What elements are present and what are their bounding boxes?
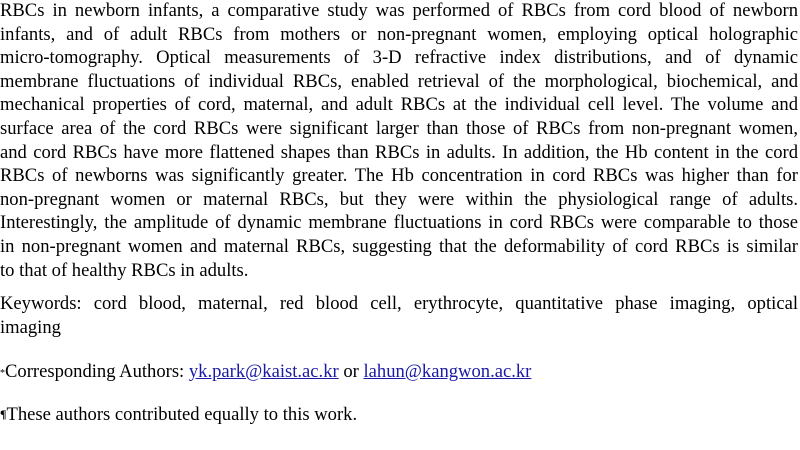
abstract-line: RBCs in newborn infants, a comparative study was performed of RBCs from cord blood of newborn bbox=[0, 0, 798, 21]
equal-contribution-note bbox=[0, 403, 798, 427]
abstract-line: micro-tomography. Optical measurements of 3-D refractive index distributions, and of dynamic bbox=[0, 47, 798, 69]
corresponding-label: Corresponding Authors: bbox=[5, 361, 189, 382]
abstract-line: and cord RBCs have more flattened shapes than RBCs in adults. In addition, the Hb content in the cord bbox=[0, 141, 798, 163]
pilcrow-marker: ¶ bbox=[0, 407, 7, 421]
keywords-line: Keywords: cord blood, maternal, red blood cell, erythrocyte, quantitative phase imaging, optical bbox=[0, 293, 798, 314]
abstract-line: Interestingly, the amplitude of dynamic membrane fluctuations in cord RBCs were comparable to those bbox=[0, 212, 798, 234]
abstract-line: to that of healthy RBCs in adults. bbox=[0, 259, 249, 281]
abstract-line: infants, and of adult RBCs from mothers or non-pregnant women, employing optical holographic bbox=[0, 23, 798, 45]
abstract-line: RBCs of newborns was significantly greater. The Hb concentration in cord RBCs was higher than for bbox=[0, 165, 798, 187]
footnote-text: These authors contributed equally to this work. bbox=[6, 404, 358, 425]
abstract-line: membrane fluctuations of individual RBCs, enabled retrieval of the morphological, biochemical, and bbox=[0, 70, 798, 92]
separator: or bbox=[338, 361, 364, 382]
abstract-line: non-pregnant women or maternal RBCs, but they were within the physiological range of adults. bbox=[0, 188, 798, 210]
keywords-line: imaging bbox=[0, 316, 61, 338]
keywords-paragraph bbox=[0, 292, 798, 339]
asterisk-marker: * bbox=[0, 368, 5, 379]
email-link-lahun[interactable]: lahun@kangwon.ac.kr bbox=[363, 361, 532, 382]
abstract-line: in non-pregnant women and maternal RBCs, suggesting that the deformability of cord RBCs is similar bbox=[0, 235, 798, 257]
abstract-line: surface area of the cord RBCs were significant larger than those of RBCs from non-pregnant women, bbox=[0, 117, 798, 139]
corresponding-authors bbox=[0, 360, 798, 384]
email-link-park[interactable]: yk.park@kaist.ac.kr bbox=[188, 361, 339, 382]
abstract-line: mechanical properties of cord, maternal, and adult RBCs at the individual cell level. The volume and bbox=[0, 94, 798, 116]
